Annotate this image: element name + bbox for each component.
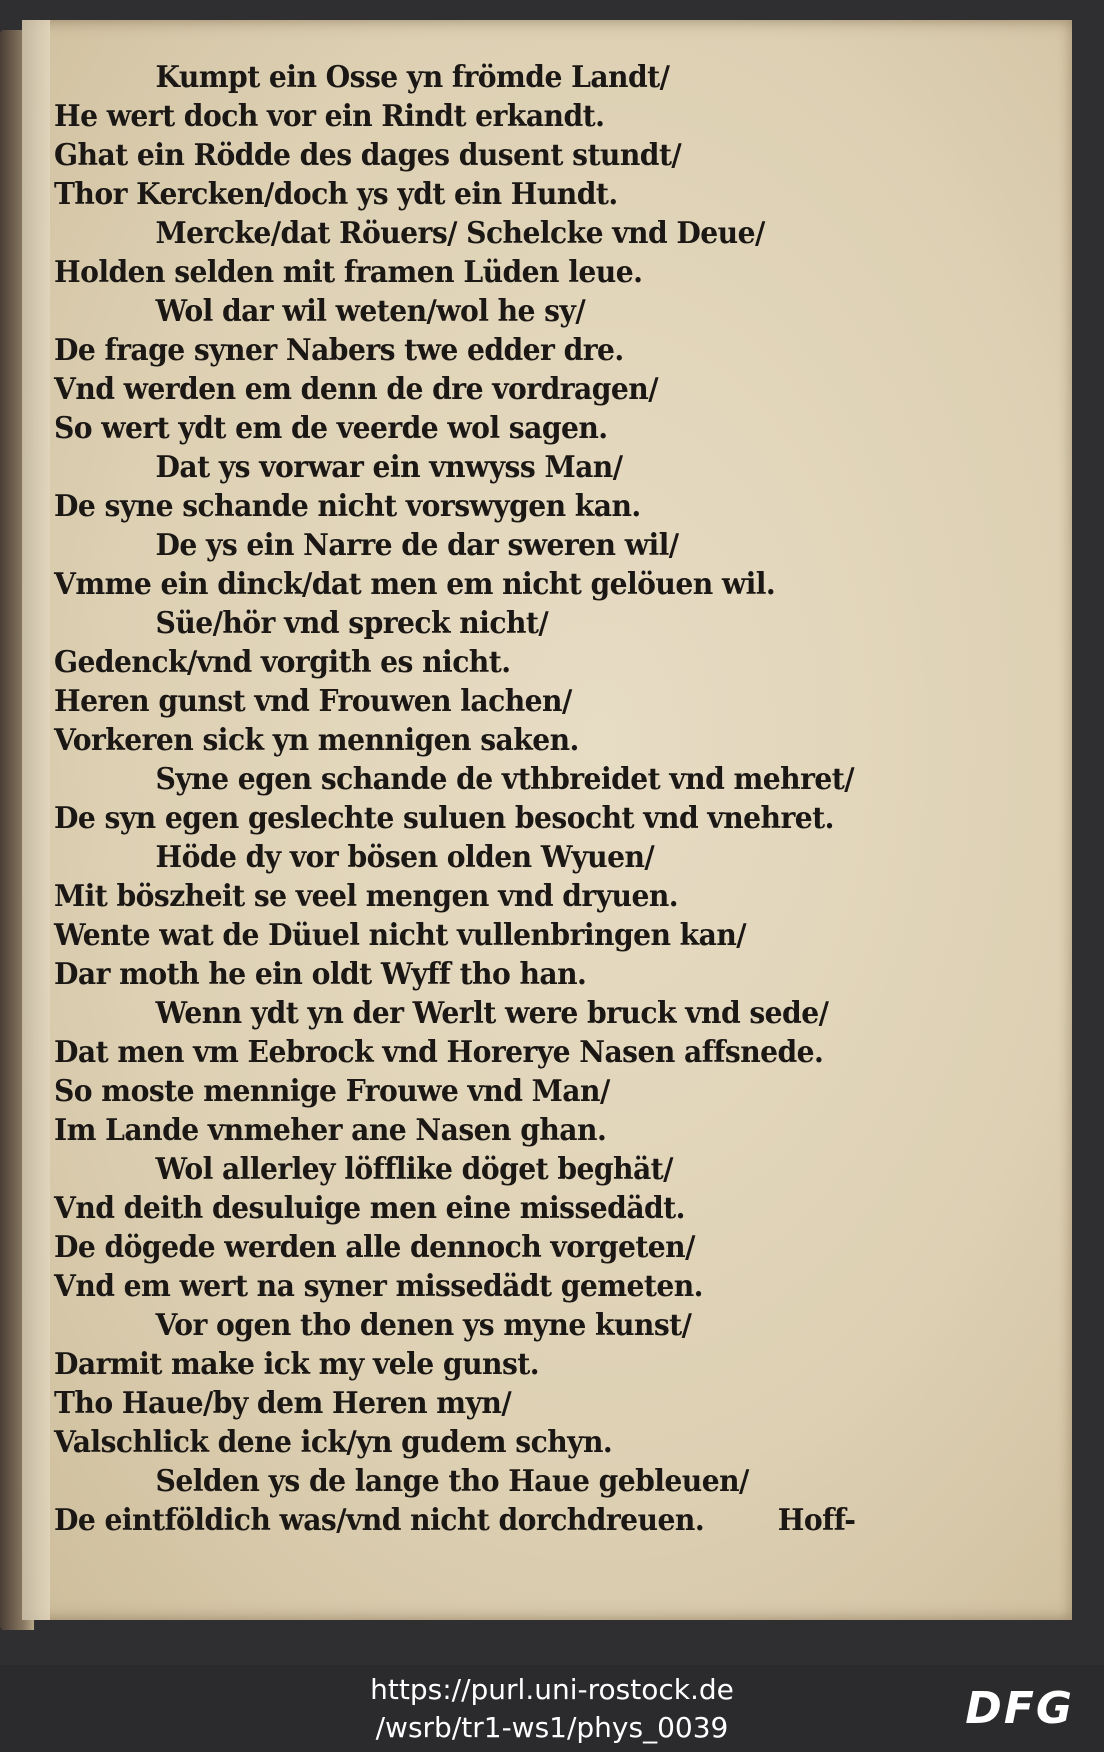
- text-line: Heren gunst vnd Frouwen lachen/: [54, 684, 572, 719]
- text-line: Wol dar wil weten/wol he sy/: [155, 294, 586, 329]
- dfg-logo: DFG: [965, 1683, 1074, 1734]
- text-line: Wenn ydt yn der Werlt were bruck vnd sede/: [155, 996, 829, 1031]
- text-line: Vnd em wert na syner missedädt gemeten.: [54, 1269, 703, 1304]
- text-line: Vor ogen tho denen ys myne kunst/: [155, 1308, 692, 1343]
- text-line: Höde dy vor bösen olden Wyuen/: [155, 840, 655, 875]
- text-line: Kumpt ein Osse yn frömde Landt/: [155, 60, 670, 95]
- text-line: Tho Haue/by dem Heren myn/: [54, 1386, 512, 1421]
- text-line: Mit böszheit se veel mengen vnd dryuen.: [54, 879, 679, 914]
- text-line: Süe/hör vnd spreck nicht/: [155, 606, 549, 641]
- text-line: Ghat ein Rödde des dages dusent stundt/: [54, 138, 682, 173]
- text-line: De syne schande nicht vorswygen kan.: [54, 489, 641, 524]
- text-line: Dat ys vorwar ein vnwyss Man/: [155, 450, 623, 485]
- text-line: Vnd werden em denn de dre vordragen/: [54, 372, 658, 407]
- text-line: Syne egen schande de vthbreidet vnd mehret/: [155, 762, 854, 797]
- text-line: Wente wat de Düuel nicht vullenbringen kan/: [54, 918, 747, 953]
- text-line: Selden ys de lange tho Haue gebleuen/: [155, 1464, 749, 1499]
- text-line: Vmme ein dinck/dat men em nicht gelöuen wil.: [54, 567, 776, 602]
- text-line: De ys ein Narre de dar sweren wil/: [155, 528, 679, 563]
- text-line: De eintföldich was/vnd nicht dorchdreuen. Hoff-: [54, 1501, 956, 1540]
- text-line: De syn egen geslechte suluen besocht vnd vnehret.: [54, 801, 834, 836]
- text-line: Im Lande vnmeher ane Nasen ghan.: [54, 1113, 607, 1148]
- text-line: Holden selden mit framen Lüden leue.: [54, 255, 643, 290]
- text-line: Darmit make ick my vele gunst.: [54, 1347, 539, 1382]
- text-line: Gedenck/vnd vorgith es nicht.: [54, 645, 511, 680]
- permalink-line-2[interactable]: /wsrb/tr1-ws1/phys_0039: [375, 1711, 729, 1744]
- text-line: So wert ydt em de veerde wol sagen.: [54, 411, 608, 446]
- text-line: Vorkeren sick yn mennigen saken.: [54, 723, 579, 758]
- text-line: De frage syner Nabers twe edder dre.: [54, 333, 624, 368]
- catchword: Hoff-: [777, 1503, 856, 1538]
- permalink-line-1[interactable]: https://purl.uni-rostock.de: [370, 1673, 734, 1706]
- poem-text: [54, 58, 1014, 1540]
- text-line: Mercke/dat Röuers/ Schelcke vnd Deue/: [155, 216, 765, 251]
- text-line: De dögede werden alle dennoch vorgeten/: [54, 1230, 695, 1265]
- text-line: Dat men vm Eebrock vnd Horerye Nasen affsnede.: [54, 1035, 824, 1070]
- text-line: Valschlick dene ick/yn gudem schyn.: [54, 1425, 613, 1460]
- text-line: Vnd deith desuluige men eine missedädt.: [54, 1191, 685, 1226]
- text-line: He wert doch vor ein Rindt erkandt.: [54, 99, 605, 134]
- text-line: Dar moth he ein oldt Wyff tho han.: [54, 957, 587, 992]
- text-line: Thor Kercken/doch ys ydt ein Hundt.: [54, 177, 618, 212]
- text-line: So moste mennige Frouwe vnd Man/: [54, 1074, 610, 1109]
- text-line: Wol allerley löfflike döget beghät/: [155, 1152, 673, 1187]
- viewer-footer: [0, 1665, 1104, 1752]
- book-page: [22, 20, 1072, 1620]
